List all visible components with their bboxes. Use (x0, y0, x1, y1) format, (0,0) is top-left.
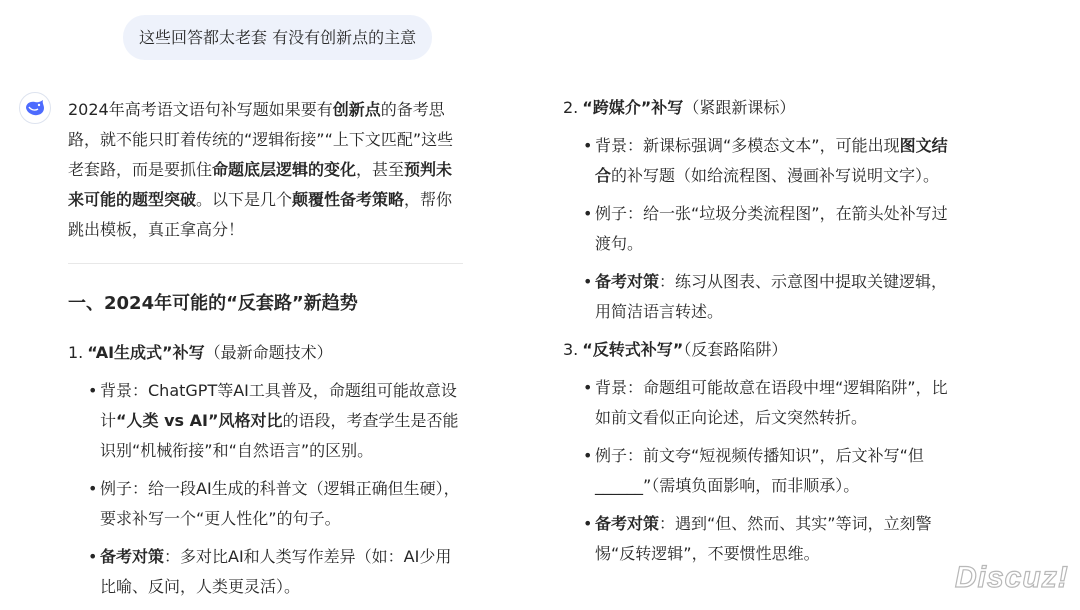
bold-text: 命题底层逻辑的变化 (212, 160, 357, 179)
text-run: 的补写题（如给流程图、漫画补写说明文字）。 (611, 166, 940, 185)
answer-column-left (68, 95, 463, 610)
user-message-bubble: 这些回答都太老套 有没有创新点的主意 (123, 15, 432, 60)
bullet-dot-icon: • (583, 204, 593, 223)
item-title (68, 338, 463, 368)
item-heading: “AI生成式”补写 (87, 343, 205, 362)
assistant-avatar (19, 92, 51, 124)
bold-text: 颠覆性备考策略 (292, 190, 405, 209)
bullet-list (68, 376, 463, 602)
text-run: 的语段，考查学生是否能识别“机械衔接”和“自然语言”的区别。 (100, 411, 459, 460)
bullet-item (563, 441, 958, 501)
bullet-list (563, 373, 958, 569)
item-subtitle: （紧跟新课标） (683, 98, 796, 117)
bullet-item (68, 542, 463, 602)
answer-column-right (563, 93, 958, 577)
bold-text: 图文结合 (595, 136, 948, 185)
text-run: ，帮你跳出模板，真正拿高分！ (68, 190, 453, 239)
text-run: 例子：前文夸“短视频传播知识”，后文补写“但______”（需填负面影响，而非顺承）。 (595, 446, 924, 495)
bullet-dot-icon: • (583, 446, 593, 465)
bullet-key: 备考对策 (100, 547, 165, 566)
bullet-item (563, 131, 958, 191)
item-subtitle: （反套路陷阱） (683, 340, 788, 359)
text-run: 背景：ChatGPT等AI工具普及，命题组可能故意设计 (100, 381, 457, 430)
deepseek-whale-icon (24, 99, 46, 117)
bullet-key: 备考对策 (595, 272, 660, 291)
text-run: 例子：给一张“垃圾分类流程图”，在箭头处补写过渡句。 (595, 204, 948, 253)
bullet-dot-icon: • (88, 547, 98, 566)
text-run: 背景：新课标强调“多模态文本”，可能出现 (595, 136, 900, 155)
list-item (68, 338, 463, 602)
bullet-dot-icon: • (88, 479, 98, 498)
bold-text: 创新点 (332, 100, 381, 119)
text-run: 。以下是几个 (196, 190, 293, 209)
item-number: 1. (68, 343, 84, 362)
item-title (563, 335, 958, 365)
text-run: 例子：给一段AI生成的科普文（逻辑正确但生硬），要求补写一个“更人性化”的句子。 (100, 479, 460, 528)
list-item (563, 93, 958, 327)
bullet-list (563, 131, 958, 327)
item-number: 2. (563, 98, 579, 117)
bullet-key: 备考对策 (595, 514, 660, 533)
bullet-item (563, 267, 958, 327)
text-run: ：练习从图表、示意图中提取关键逻辑，用简洁语言转述。 (595, 272, 948, 321)
item-number: 3. (563, 340, 579, 359)
answer-intro (68, 95, 463, 245)
item-heading: “跨媒介”补写 (582, 98, 684, 117)
text-run: ：多对比AI和人类写作差异（如：AI少用比喻、反问，人类更灵活）。 (100, 547, 452, 596)
text-run: 2024年高考语文语句补写题如果要有 (68, 100, 333, 119)
section-title: 一、2024年可能的“反套路”新趋势 (68, 293, 358, 314)
item-heading: “反转式补写” (582, 340, 684, 359)
divider (68, 263, 463, 264)
bold-text: 预判未来可能的题型突破 (68, 160, 453, 209)
bullet-dot-icon: • (583, 514, 593, 533)
bullet-dot-icon: • (583, 272, 593, 291)
bullet-dot-icon: • (88, 381, 98, 400)
bullet-item (563, 199, 958, 259)
text-run: ：遇到“但、然而、其实”等词，立刻警惕“反转逻辑”，不要惯性思维。 (595, 514, 932, 563)
text-run: 的备考思路，就不能只盯着传统的“逻辑衔接”“上下文匹配”这些老套路，而是要抓住 (68, 100, 454, 179)
bullet-dot-icon: • (583, 136, 593, 155)
bullet-dot-icon: • (583, 378, 593, 397)
text-run: ，甚至 (356, 160, 405, 179)
bullet-item (563, 509, 958, 569)
text-run: 背景：命题组可能故意在语段中埋“逻辑陷阱”，比如前文看似正向论述，后文突然转折。 (595, 378, 948, 427)
bold-text: “人类 vs AI”风格对比 (116, 411, 283, 430)
item-title (563, 93, 958, 123)
discuz-watermark: Discuz! (955, 561, 1069, 594)
bullet-item (563, 373, 958, 433)
bullet-item (68, 376, 463, 466)
item-subtitle: （最新命题技术） (204, 343, 333, 362)
bullet-item (68, 474, 463, 534)
list-item (563, 335, 958, 569)
